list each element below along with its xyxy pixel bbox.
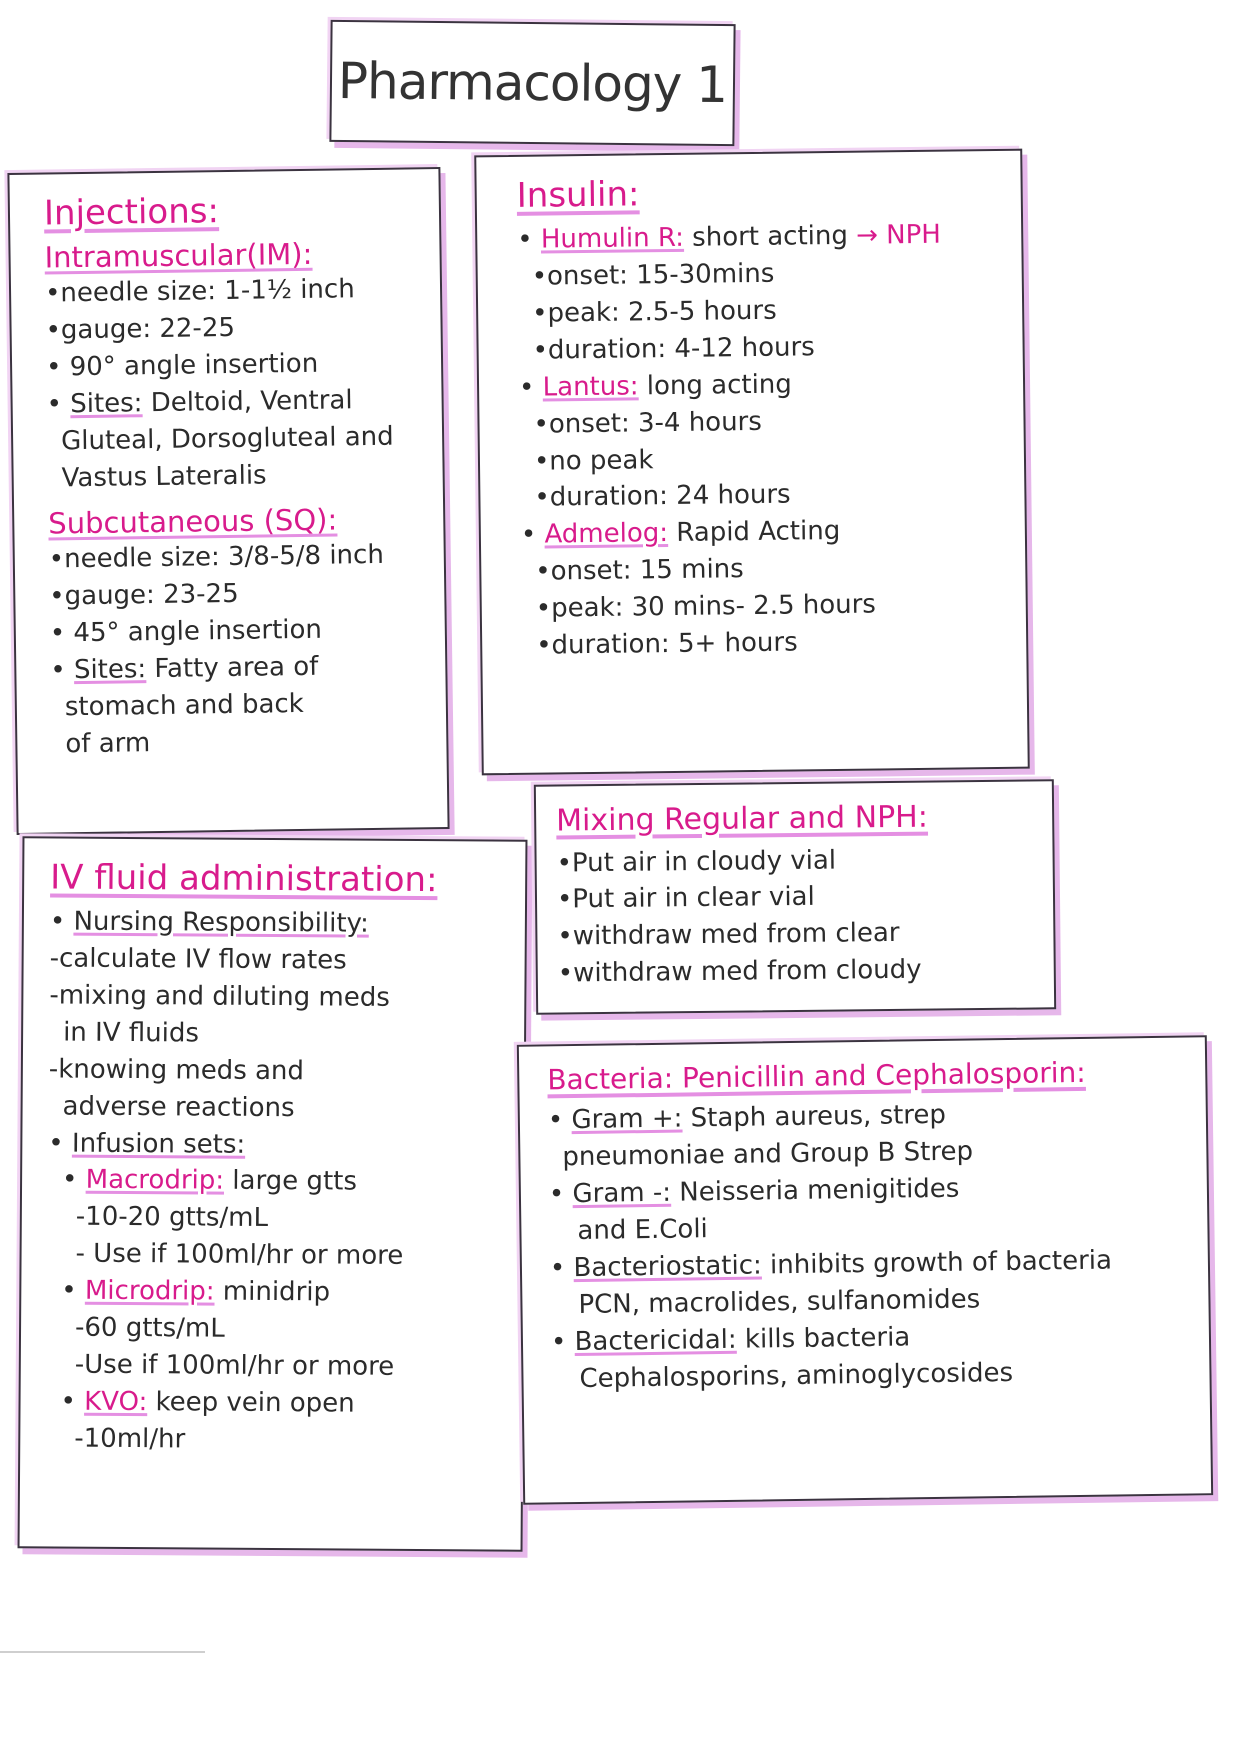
kvo-name: KVO: xyxy=(84,1386,148,1418)
im-sites-3: Vastus Lateralis xyxy=(61,460,267,494)
mixing-step-2: •Put air in clear vial xyxy=(556,882,815,915)
gram-pos-line: • Gram +: Staph aureus, strep xyxy=(547,1100,947,1136)
humulin-desc: short acting xyxy=(692,220,849,253)
injections-heading: Injections: xyxy=(43,191,220,234)
lantus-desc: long acting xyxy=(646,369,793,401)
gram-neg-1: Neisseria menigitides xyxy=(679,1173,960,1208)
humulin-name: Humulin R: xyxy=(540,222,685,255)
macro-name: Macrodrip: xyxy=(85,1165,225,1197)
iv-resp-1: -calculate IV flow rates xyxy=(49,943,347,976)
im-needle: •needle size: 1-1½ inch xyxy=(44,274,355,309)
humulin-onset: •onset: 15-30mins xyxy=(531,258,775,292)
static-2: PCN, macrolides, sulfanomides xyxy=(578,1284,981,1320)
iv-infusion-label: Infusion sets: xyxy=(71,1128,246,1160)
admelog-desc: Rapid Acting xyxy=(676,516,841,549)
bacteria-card xyxy=(517,1035,1213,1505)
gram-neg-2: and E.Coli xyxy=(577,1214,709,1246)
im-angle: • 90° angle insertion xyxy=(45,348,319,383)
admelog-duration: •duration: 5+ hours xyxy=(536,627,798,661)
mixing-card xyxy=(534,779,1056,1014)
iv-resp-3a: -knowing meds and xyxy=(48,1054,305,1086)
im-sites-2: Gluteal, Dorsogluteal and xyxy=(60,421,394,457)
sq-gauge: •gauge: 23-25 xyxy=(49,578,239,612)
page-title: Pharmacology 1 xyxy=(337,51,728,115)
im-sites: • Sites: Deltoid, Ventral xyxy=(46,385,353,420)
micro-line: • Microdrip: minidrip xyxy=(61,1275,331,1308)
gram-pos-2: pneumoniae and Group B Strep xyxy=(562,1136,974,1173)
mixing-step-3: •withdraw med from clear xyxy=(557,918,900,952)
lantus-name: Lantus: xyxy=(542,371,639,403)
gram-pos-label: Gram +: xyxy=(571,1103,683,1136)
lantus-duration: •duration: 24 hours xyxy=(534,479,791,514)
iv-nursing: • Nursing Responsibility: xyxy=(49,906,369,939)
title-box xyxy=(329,20,735,146)
macro-desc: large gtts xyxy=(232,1166,358,1198)
macro-1: -10-20 gtts/mL xyxy=(75,1201,269,1234)
kvo-line: • KVO: keep vein open xyxy=(60,1386,355,1419)
cidal-line: • Bactericidal: kills bacteria xyxy=(550,1322,911,1358)
admelog-peak: •peak: 30 mins- 2.5 hours xyxy=(535,589,877,624)
micro-2: -Use if 100ml/hr or more xyxy=(74,1349,395,1382)
sq-sites-label: Sites: xyxy=(73,653,147,685)
lantus-line: • Lantus: long acting xyxy=(518,369,793,403)
cidal-label: Bactericidal: xyxy=(574,1324,737,1357)
insulin-heading: Insulin: xyxy=(516,174,640,216)
im-gauge: •gauge: 22-25 xyxy=(45,313,236,346)
kvo-1: -10ml/hr xyxy=(74,1423,186,1455)
macro-2: - Use if 100ml/hr or more xyxy=(75,1238,404,1272)
micro-desc: minidrip xyxy=(222,1276,331,1308)
static-line: • Bacteriostatic: inhibits growth of bacteria xyxy=(549,1245,1113,1284)
iv-resp-2a: -mixing and diluting meds xyxy=(49,980,390,1013)
iv-card xyxy=(18,836,528,1552)
sq-angle: • 45° angle insertion xyxy=(49,614,323,649)
iv-resp-2b: in IV fluids xyxy=(63,1017,200,1049)
gram-pos-1: Staph aureus, strep xyxy=(690,1100,947,1134)
bacteria-heading: Bacteria: Penicillin and Cephalosporin: xyxy=(547,1055,1086,1097)
gram-neg-line: • Gram -: Neisseria menigitides xyxy=(548,1173,960,1210)
humulin-arrow: → NPH xyxy=(855,219,942,251)
admelog-line: • Admelog: Rapid Acting xyxy=(520,516,841,551)
iv-nursing-label: Nursing Responsibility: xyxy=(73,906,369,939)
lantus-onset: •onset: 3-4 hours xyxy=(533,406,763,440)
iv-resp-3b: adverse reactions xyxy=(62,1091,295,1123)
gram-neg-label: Gram -: xyxy=(572,1177,672,1210)
insulin-card xyxy=(474,149,1030,776)
static-1: inhibits growth of bacteria xyxy=(769,1245,1113,1281)
page-edge-line xyxy=(0,1651,205,1653)
mixing-step-1: •Put air in cloudy vial xyxy=(556,845,837,878)
humulin-line: • Humulin R: short acting → NPH xyxy=(517,219,942,255)
im-sites-label: Sites: xyxy=(70,388,143,420)
sq-sites: • Sites: Fatty area of xyxy=(50,651,319,686)
sq-needle: •needle size: 3/8-5/8 inch xyxy=(48,539,385,575)
lantus-peak: •no peak xyxy=(533,444,654,477)
injections-card xyxy=(7,167,449,835)
cidal-2: Cephalosporins, aminoglycosides xyxy=(579,1357,1014,1394)
macro-line: • Macrodrip: large gtts xyxy=(61,1164,358,1198)
humulin-duration: •duration: 4-12 hours xyxy=(532,332,815,366)
iv-heading: IV fluid administration: xyxy=(50,857,438,901)
micro-1: -60 gtts/mL xyxy=(74,1312,225,1344)
sq-heading: Subcutaneous (SQ): xyxy=(48,502,338,541)
admelog-onset: •onset: 15 mins xyxy=(535,554,744,587)
im-heading: Intramuscular(IM): xyxy=(44,236,313,275)
sq-sites-1: Fatty area of xyxy=(154,651,319,684)
mixing-step-4: •withdraw med from cloudy xyxy=(557,954,922,989)
sq-sites-2: stomach and back xyxy=(64,688,304,722)
im-sites-1: Deltoid, Ventral xyxy=(150,385,353,419)
sq-sites-3: of arm xyxy=(65,727,151,759)
humulin-peak: •peak: 2.5-5 hours xyxy=(531,295,777,329)
static-label: Bacteriostatic: xyxy=(573,1250,762,1283)
admelog-name: Admelog: xyxy=(544,518,669,550)
mixing-heading: Mixing Regular and NPH: xyxy=(556,799,929,839)
micro-name: Microdrip: xyxy=(84,1275,215,1307)
cidal-1: kills bacteria xyxy=(744,1322,911,1355)
kvo-desc: keep vein open xyxy=(155,1387,355,1419)
iv-infusion: • Infusion sets: xyxy=(48,1127,246,1160)
